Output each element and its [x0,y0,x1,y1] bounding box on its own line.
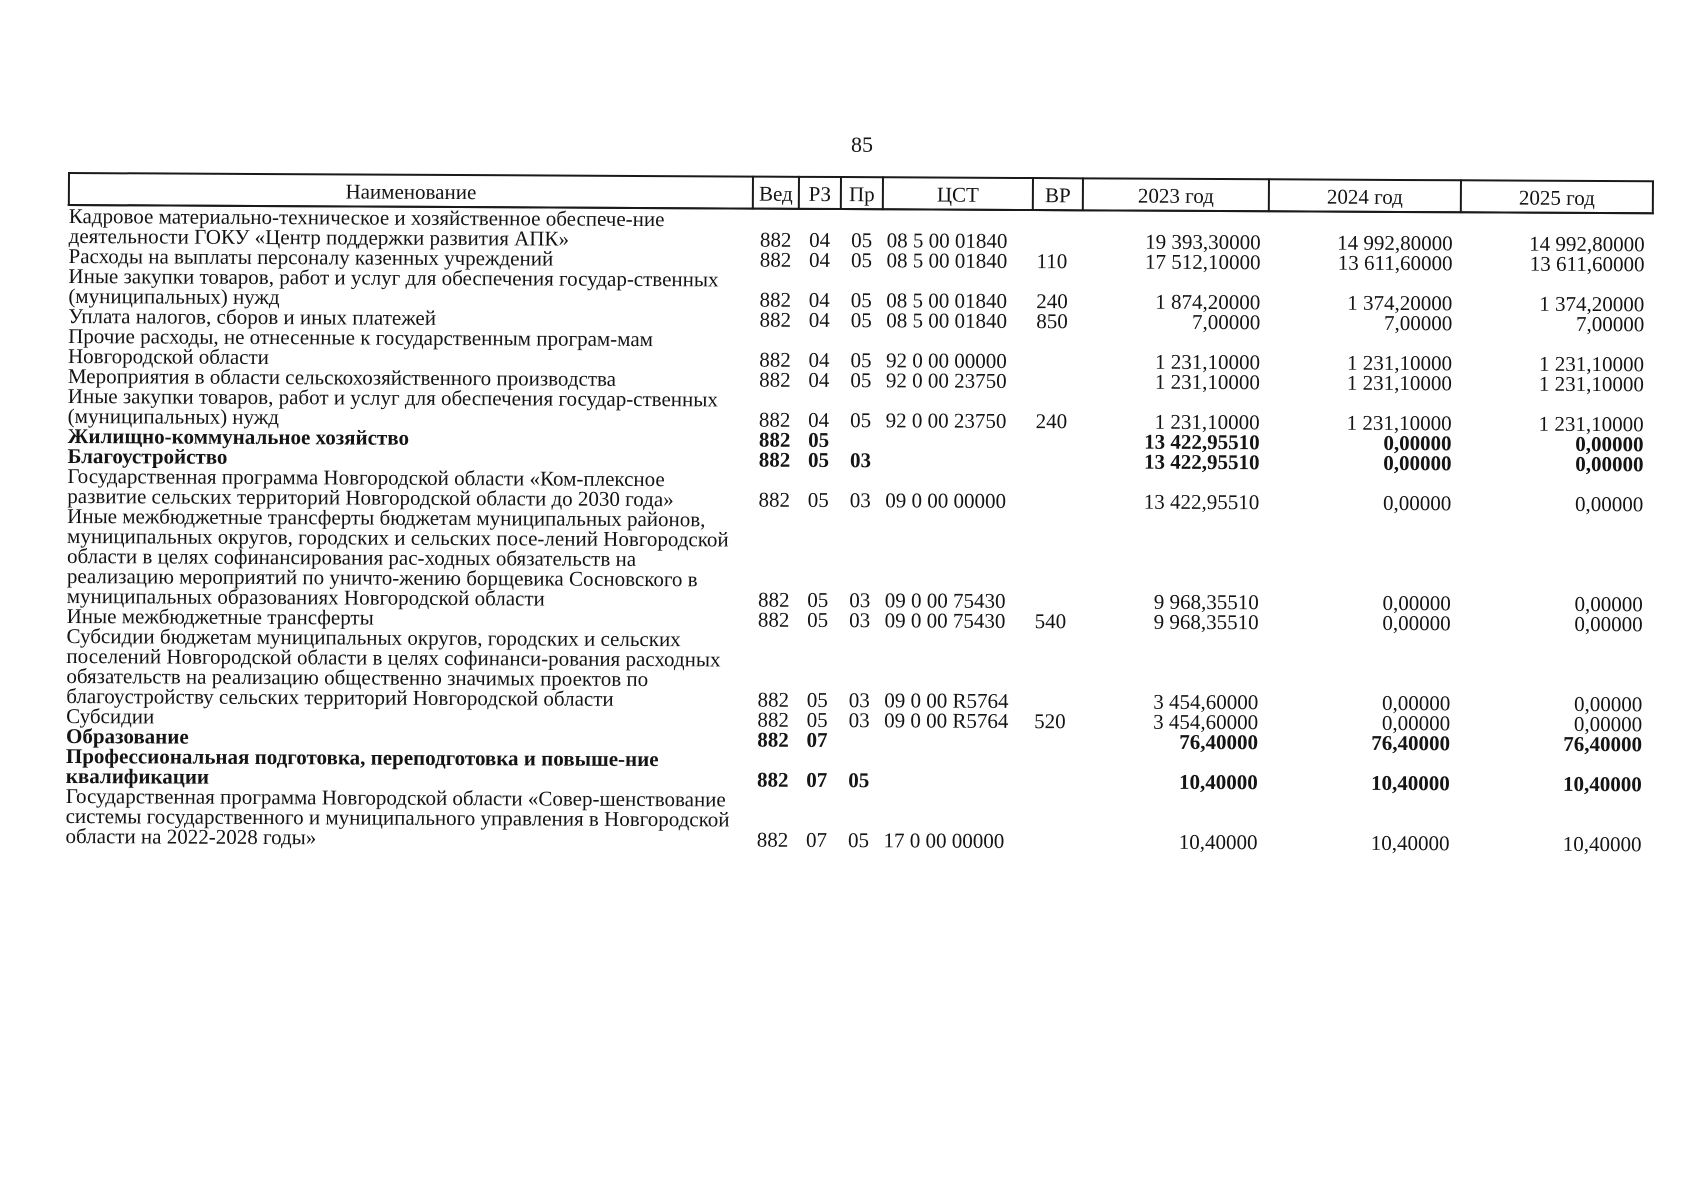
row-cst: 09 0 00 75430 [884,608,1006,633]
row-name: Иные межбюджетные трансферты бюджетам муниципальных районов, муниципальных округов, городских и сельских посе-лений Новгородской области в целях софинансирования рас-ходных обязательств на реализацию мероприятий по уничто-жению борщевика Сосновского в муниципальных образованиях Новгородской области [66,504,729,611]
row-ved: 882 [757,727,789,752]
row-vr [1032,331,1082,371]
row-2023: 1 231,10000 [1154,409,1260,435]
row-2025: 0,00000 [1574,611,1643,637]
row-ved: 882 [758,427,791,452]
row-2024: 1 231,10000 [1346,410,1452,436]
row-pr: 05 [847,828,870,853]
row-name: Профессиональная подготовка, переподготовка и повыше-ние квалификации [65,743,659,789]
row-2024: 14 992,80000 [1337,230,1453,256]
row-2024: 1 374,20000 [1347,290,1453,316]
header-2024: 2024 год [1269,179,1461,212]
row-2025: 0,00000 [1573,691,1643,717]
row-2023: 1 231,10000 [1154,369,1260,395]
row-pr: 05 [851,228,873,253]
table-row [67,506,1652,614]
row-2023: 9 968,35510 [1153,589,1259,615]
row-2024: 10,40000 [1370,830,1450,856]
row-2025: 0,00000 [1574,491,1644,517]
row-ved: 882 [758,487,791,512]
row-name: Мероприятия в области сельскохозяйственного производства [67,364,617,391]
row-name: Жилищно-коммунальное хозяйство [67,424,410,450]
header-2025: 2025 год [1461,180,1653,213]
row-2023: 3 454,60000 [1153,709,1259,735]
row-pr: 05 [850,308,872,333]
row-ved: 882 [758,447,791,472]
row-cst: 17 0 00 00000 [883,828,1005,853]
row-vr [1032,371,1082,391]
row-ved: 882 [757,687,790,712]
row-rz: 04 [808,247,831,272]
row-2024: 13 611,60000 [1337,250,1453,276]
row-2025: 1 231,10000 [1538,411,1644,437]
row-name: Государственная программа Новгородской области «Совер-шенствование системы государственного и муниципального управления в Новгородской области на 2022-2028 годы» [65,783,730,850]
header-vr: ВР [1033,178,1083,210]
row-2023: 13 422,95510 [1144,429,1260,455]
row-2024: 0,00000 [1381,690,1451,716]
row-cst: 08 5 00 01840 [886,228,1008,253]
row-vr [1031,511,1082,611]
row-vr [1030,631,1080,711]
row-2023: 10,40000 [1179,769,1258,795]
row-cst: 09 0 00 00000 [885,488,1007,513]
row-2024: 0,00000 [1383,450,1452,476]
row-cst: 09 0 00 75430 [884,588,1006,613]
table-body [65,204,1652,857]
row-ved: 882 [758,407,791,432]
row-rz: 04 [808,287,830,312]
row-2024: 7,00000 [1383,310,1453,336]
row-2024: 0,00000 [1382,490,1452,516]
row-pr [838,730,880,750]
row-2025: 10,40000 [1563,771,1642,797]
budget-table [64,172,1654,857]
row-pr: 03 [849,488,871,513]
row-cst [881,450,1031,471]
row-2024: 1 231,10000 [1346,370,1452,396]
row-name: Образование [65,723,189,749]
row-ved: 882 [757,587,790,612]
row-2024: 0,00000 [1382,590,1451,616]
row-ved: 882 [759,287,792,312]
row-name: Субсидии [66,703,155,729]
row-ved: 882 [757,767,789,792]
row-rz: 07 [805,827,828,852]
row-rz: 05 [807,607,829,632]
row-cst: 08 5 00 01840 [886,288,1008,313]
row-pr: 03 [848,688,870,713]
row-cst: 09 0 00 R5764 [884,688,1009,713]
row-pr: 05 [850,408,872,433]
row-2025: 0,00000 [1573,711,1643,737]
row-2024: 76,40000 [1371,730,1451,756]
row-rz: 04 [808,407,830,432]
row-2025: 1 231,10000 [1538,351,1645,377]
row-cst: 08 5 00 01840 [886,248,1008,273]
row-rz: 05 [808,427,830,452]
row-2025: 1 231,10000 [1538,371,1644,397]
row-2023: 7,00000 [1191,309,1261,335]
row-2025: 0,00000 [1575,431,1644,457]
row-pr: 03 [849,608,871,633]
row-ved: 882 [759,247,792,272]
row-name: Прочие расходы, не отнесенные к государственным програм-мам Новгородской области [67,324,654,370]
row-2023: 10,40000 [1178,829,1258,855]
row-cst [880,750,1030,791]
row-2023: 1 874,20000 [1155,289,1261,315]
row-vr: 520 [1034,709,1066,734]
row-cst [882,430,1032,451]
row-ved: 882 [757,707,789,732]
row-rz: 05 [807,487,829,512]
row-pr: 03 [849,448,872,473]
row-ved: 882 [759,307,792,332]
row-ved: 882 [759,347,791,372]
row-cst [880,730,1030,751]
row-vr: 850 [1036,309,1068,334]
row-ved: 882 [756,827,789,852]
row-name: Благоустройство [67,444,228,469]
row-rz: 04 [808,347,830,372]
row-cst: 09 0 00 R5764 [884,708,1009,733]
row-rz: 07 [806,727,828,752]
row-2023: 17 512,10000 [1144,249,1261,275]
row-name: Иные закупки товаров, работ и услуг для обеспечения государ-ственных (муниципальных) нужд [68,264,719,310]
row-2023: 3 454,60000 [1153,689,1259,715]
page-number: 85 [851,132,873,157]
row-pr: 05 [850,288,872,313]
header-name: Наименование [69,173,753,209]
row-name: Кадровое материально-техническое и хозяйственное обеспече-ние деятельности ГОКУ «Центр поддержки развития АПК» [68,204,665,251]
row-cst: 92 0 00 23750 [885,368,1007,393]
row-vr: 540 [1034,609,1067,634]
row-rz: 05 [807,447,830,472]
row-vr [1033,210,1083,251]
row-vr [1030,751,1080,791]
row-vr: 110 [1036,249,1068,274]
row-2024: 1 231,10000 [1346,350,1453,376]
row-ved: 882 [757,607,790,632]
row-2023: 76,40000 [1179,729,1259,755]
row-rz: 05 [806,707,828,732]
row-pr: 05 [850,348,872,373]
row-ved: 882 [759,367,791,392]
row-vr [1031,471,1081,511]
header-rz: РЗ [799,177,841,209]
header-2023: 2023 год [1083,178,1269,211]
row-pr: 03 [849,588,871,613]
row-2025: 0,00000 [1575,451,1644,477]
row-rz: 07 [806,767,828,792]
row-vr: 240 [1036,289,1068,314]
row-2024: 10,40000 [1371,770,1450,796]
row-vr [1029,791,1079,851]
row-rz: 04 [808,307,830,332]
row-2023: 13 422,95510 [1143,449,1260,475]
row-name: Уплата налогов, сборов и иных платежей [68,304,437,330]
row-rz: 04 [809,227,831,252]
row-cst: 92 0 00 00000 [885,348,1007,373]
row-cst: 08 5 00 01840 [886,308,1008,333]
row-name: Иные закупки товаров, работ и услуг для обеспечения государ-ственных (муниципальных) нужд [67,384,718,430]
row-2025: 7,00000 [1575,311,1645,337]
row-ved: 882 [759,227,792,252]
row-2023: 19 393,30000 [1145,229,1261,255]
row-vr [1031,451,1081,471]
row-2025: 1 374,20000 [1539,291,1645,317]
row-2025: 0,00000 [1574,591,1643,617]
row-pr: 05 [850,368,872,393]
row-2024: 0,00000 [1382,610,1451,636]
header-ved: Вед [753,177,799,209]
table-row [66,626,1650,714]
header-pr: Пр [841,177,883,209]
row-pr: 05 [848,768,870,793]
row-name: Субсидии бюджетам муниципальных округов, городских и сельских поселений Новгородской области в целях софинанси-рования расходных обязательств на реализацию общественно значимых проектов по благоустройству сельских территорий Новгородской области [66,623,721,711]
header-cst: ЦСТ [883,177,1033,210]
row-rz: 04 [808,367,830,392]
row-2025: 14 992,80000 [1529,231,1645,257]
row-rz: 05 [807,587,829,612]
row-2025: 76,40000 [1563,731,1643,757]
row-2024: 0,00000 [1381,710,1451,736]
row-vr: 240 [1035,409,1068,434]
row-vr [1030,731,1080,751]
row-name: Расходы на выплаты персоналу казенных учреждений [68,244,554,271]
row-rz: 05 [806,687,828,712]
table-row [65,786,1649,854]
row-2023: 13 422,95510 [1143,489,1260,515]
row-2023: 1 231,10000 [1154,349,1261,375]
row-pr: 05 [850,248,873,273]
row-pr: 03 [848,708,870,733]
row-2024: 0,00000 [1383,430,1452,456]
row-2025: 10,40000 [1562,831,1642,857]
row-2023: 9 968,35510 [1153,609,1259,635]
row-vr [1032,431,1082,451]
row-name: Государственная программа Новгородской области «Ком-плексное развитие сельских территорий Новгородской области до 2030 года» [67,464,674,512]
row-name: Иные межбюджетные трансферты [66,603,374,630]
row-2025: 13 611,60000 [1529,251,1645,277]
row-cst: 92 0 00 23750 [885,408,1007,433]
